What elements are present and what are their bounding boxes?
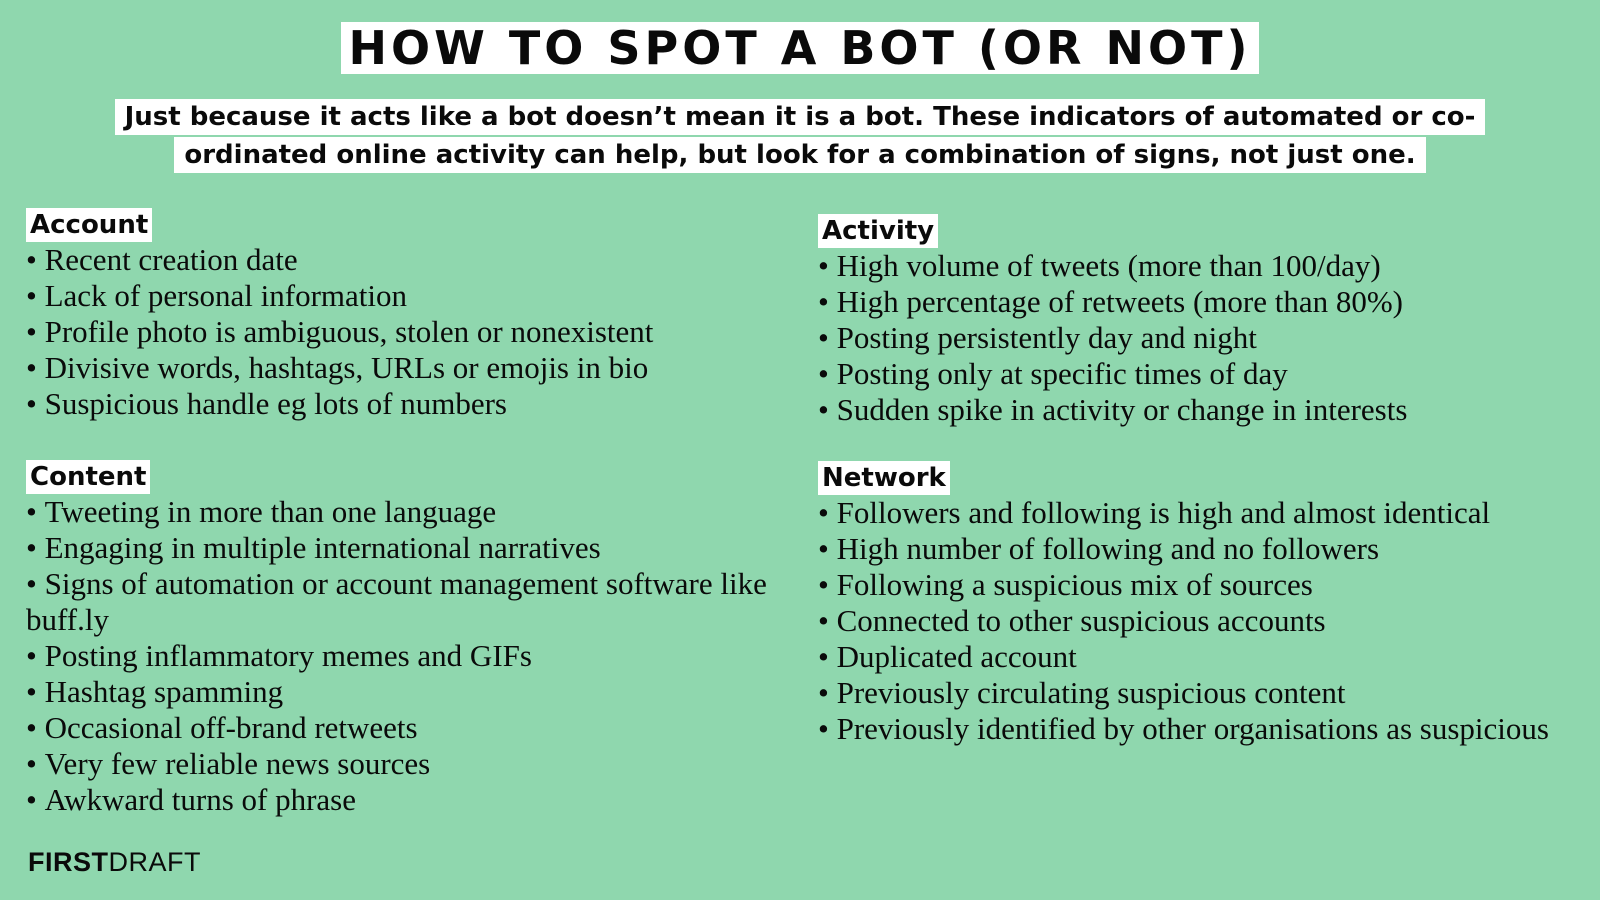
- list-item: • Posting inflammatory memes and GIFs: [26, 638, 786, 674]
- page-title: [0, 22, 1600, 74]
- list-item: • Previously identified by other organisations as suspicious: [818, 711, 1558, 747]
- list-item: • Followers and following is high and almost identical: [818, 495, 1558, 531]
- page-subtitle: [70, 98, 1530, 174]
- list-item: • High number of following and no followers: [818, 531, 1558, 567]
- list-item: • Engaging in multiple international narratives: [26, 530, 786, 566]
- list-item: • Suspicious handle eg lots of numbers: [26, 386, 786, 422]
- list-item: • Hashtag spamming: [26, 674, 786, 710]
- list-item: • Recent creation date: [26, 242, 786, 278]
- indicator-list-network: [818, 495, 1558, 747]
- list-item: • Sudden spike in activity or change in interests: [818, 392, 1588, 428]
- section-heading-account: Account: [26, 208, 152, 242]
- list-item: • Posting only at specific times of day: [818, 356, 1588, 392]
- list-item: • Following a suspicious mix of sources: [818, 567, 1558, 603]
- logo-draft: DRAFT: [108, 847, 201, 877]
- section-heading-content: Content: [26, 460, 150, 494]
- list-item: • Tweeting in more than one language: [26, 494, 786, 530]
- list-item: • High percentage of retweets (more than 80%): [818, 284, 1588, 320]
- indicator-list-content: [26, 494, 786, 818]
- list-item: • Very few reliable news sources: [26, 746, 786, 782]
- list-item: • Connected to other suspicious accounts: [818, 603, 1558, 639]
- page-subtitle-text: Just because it acts like a bot doesn’t mean it is a bot. These indicators of automated or co-ordinated online activity can help, but look for a combination of signs, not just one.: [115, 99, 1486, 173]
- page-title-text: HOW TO SPOT A BOT (OR NOT): [341, 22, 1260, 74]
- list-item: • Posting persistently day and night: [818, 320, 1588, 356]
- list-item: • Divisive words, hashtags, URLs or emojis in bio: [26, 350, 786, 386]
- section-account: [26, 208, 786, 422]
- firstdraft-logo: [28, 847, 201, 877]
- section-activity: [818, 214, 1588, 428]
- list-item: • Profile photo is ambiguous, stolen or nonexistent: [26, 314, 786, 350]
- indicator-list-account: [26, 242, 786, 422]
- list-item: • Previously circulating suspicious content: [818, 675, 1558, 711]
- section-heading-activity: Activity: [818, 214, 938, 248]
- list-item: • Lack of personal information: [26, 278, 786, 314]
- list-item: • Duplicated account: [818, 639, 1558, 675]
- list-item: • Signs of automation or account management software like buff.ly: [26, 566, 786, 638]
- list-item: • Awkward turns of phrase: [26, 782, 786, 818]
- indicator-list-activity: [818, 248, 1588, 428]
- section-heading-network: Network: [818, 461, 950, 495]
- list-item: • High volume of tweets (more than 100/day): [818, 248, 1588, 284]
- section-network: [818, 461, 1558, 747]
- logo-first: FIRST: [28, 847, 109, 877]
- list-item: • Occasional off-brand retweets: [26, 710, 786, 746]
- section-content: [26, 460, 786, 818]
